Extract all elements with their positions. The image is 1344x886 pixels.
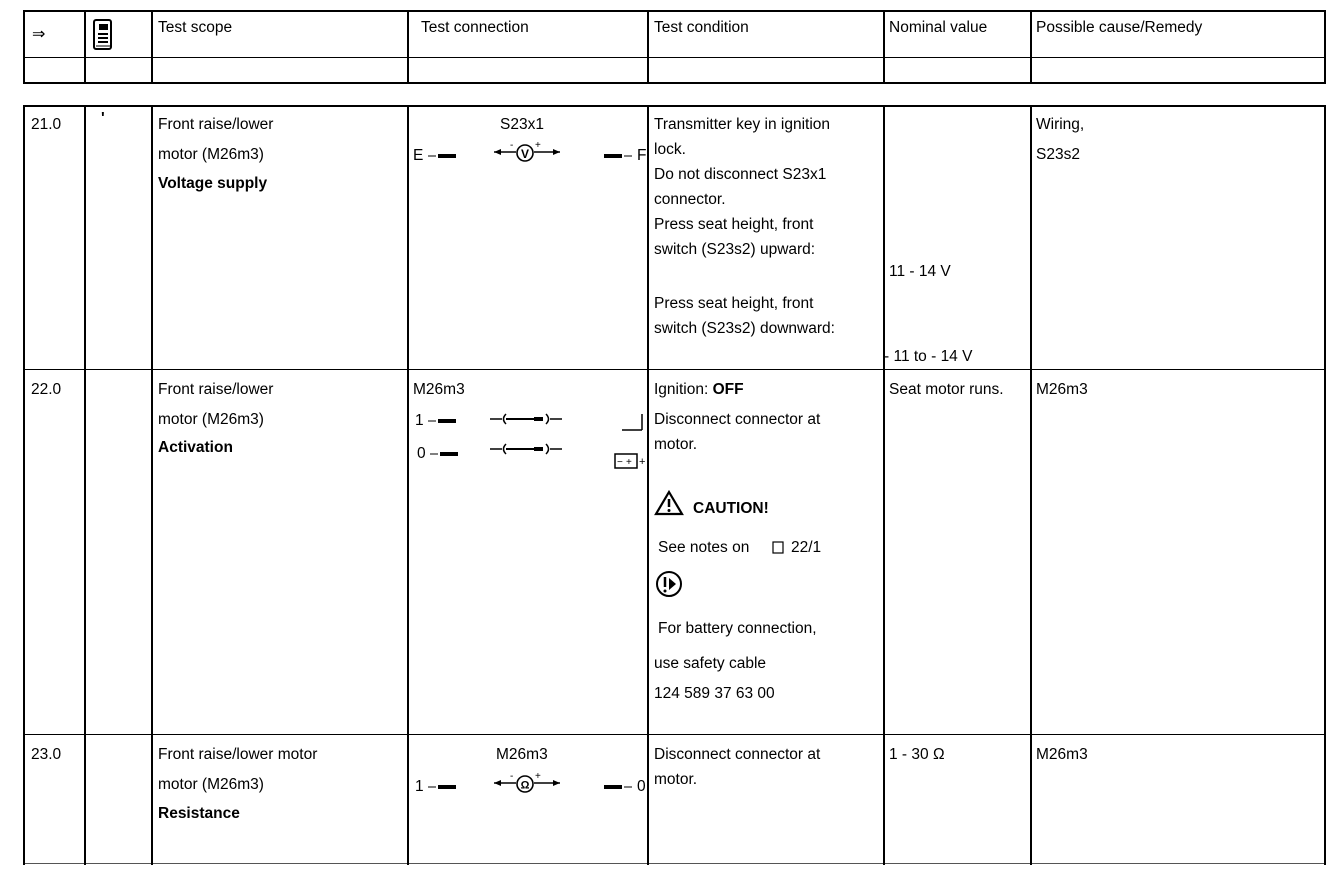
test-condition-line: motor.	[654, 436, 698, 453]
test-scope-title: Voltage supply	[158, 175, 268, 192]
test-scope-line: Front raise/lower motor	[158, 746, 318, 763]
probe-left-icon	[428, 781, 458, 793]
svg-text:−: −	[617, 457, 623, 468]
battery-note-line: 124 589 37 63 00	[654, 685, 775, 702]
probe-right-icon	[604, 150, 634, 162]
test-scope-line: motor (M26m3)	[158, 776, 264, 793]
warning-triangle-icon	[654, 490, 684, 516]
connection-title: M26m3	[413, 381, 465, 398]
connection-left-label: E	[413, 147, 424, 164]
battery-note-line: For battery connection,	[658, 620, 817, 637]
jumper-cable-icon	[490, 440, 564, 458]
test-condition-line: Transmitter key in ignition	[654, 116, 831, 133]
row-number: 23.0	[31, 746, 62, 763]
test-scope-title: Activation	[158, 439, 233, 456]
probe-left-icon	[428, 415, 458, 427]
col-header-possible-cause: Possible cause/Remedy	[1036, 19, 1203, 36]
connection-pin-label: 0	[417, 445, 426, 462]
probe-right-icon	[604, 781, 634, 793]
battery-note-line: use safety cable	[654, 655, 767, 672]
svg-text:+: +	[535, 140, 541, 151]
meter-symbol: Ω	[520, 779, 530, 792]
svg-text:+: +	[535, 771, 541, 782]
test-condition-line: Disconnect connector at	[654, 746, 821, 763]
connection-right-label: 0	[637, 778, 646, 795]
connection-title: S23x1	[500, 116, 544, 133]
col-header-test-scope: Test scope	[158, 19, 233, 36]
tester-icon	[92, 18, 114, 52]
nominal-value: 1 - 30 Ω	[889, 746, 945, 763]
battery-icon	[614, 451, 650, 471]
test-condition-line: lock.	[654, 141, 686, 158]
test-condition-line: Disconnect connector at	[654, 411, 821, 428]
connection-left-label: 1	[415, 778, 424, 795]
probe-left-icon	[430, 448, 460, 460]
svg-text:-: -	[510, 771, 514, 782]
test-condition-line: connector.	[654, 191, 726, 208]
col-header-nominal-value: Nominal value	[889, 19, 988, 36]
arrow-icon: ⇒	[32, 26, 46, 43]
test-scope-line: motor (M26m3)	[158, 411, 264, 428]
nominal-value: - 11 to - 14 V	[884, 348, 973, 365]
ground-symbol-icon	[622, 412, 644, 432]
test-condition-line: switch (S23s2) upward:	[654, 241, 816, 258]
test-scope-title: Resistance	[158, 805, 240, 822]
col-header-test-connection: Test connection	[421, 19, 529, 36]
remedy-line: M26m3	[1036, 746, 1088, 763]
connection-pin-label: 1	[415, 412, 424, 429]
col-header-test-condition: Test condition	[654, 19, 749, 36]
nominal-value: 11 - 14 V	[889, 263, 951, 280]
row-number: 22.0	[31, 381, 62, 398]
test-condition-line: Ignition: OFF	[654, 381, 744, 398]
test-condition-line: switch (S23s2) downward:	[654, 320, 835, 337]
probe-left-icon	[428, 150, 458, 162]
svg-text:+: +	[626, 457, 632, 468]
svg-text:-: -	[510, 140, 514, 151]
test-condition-line: Press seat height, front	[654, 295, 814, 312]
test-condition-line: motor.	[654, 771, 698, 788]
svg-text:+: +	[639, 456, 646, 468]
row-number: 21.0	[31, 116, 62, 133]
ohmmeter-icon	[494, 771, 564, 795]
test-scope-line: Front raise/lower	[158, 116, 274, 133]
test-scope-line: motor (M26m3)	[158, 146, 264, 163]
connection-title: M26m3	[496, 746, 548, 763]
voltmeter-icon	[494, 140, 564, 164]
nominal-value: Seat motor runs.	[889, 381, 1004, 398]
test-scope-line: Front raise/lower	[158, 381, 274, 398]
test-condition-line: Do not disconnect S23x1	[654, 166, 827, 183]
note-icon	[654, 570, 684, 598]
remedy-line: Wiring,	[1036, 116, 1085, 133]
notes-reference: 22/1	[791, 539, 822, 556]
jumper-cable-icon	[490, 410, 564, 428]
remedy-line: M26m3	[1036, 381, 1088, 398]
see-notes-text: See notes on	[658, 539, 750, 556]
caution-label: CAUTION!	[693, 500, 769, 517]
document-ref-icon	[772, 541, 784, 555]
test-condition-line: Press seat height, front	[654, 216, 814, 233]
meter-symbol: V	[520, 147, 530, 161]
remedy-line: S23s2	[1036, 146, 1080, 163]
row-tick: '	[101, 110, 105, 127]
connection-right-label: F	[637, 147, 647, 164]
